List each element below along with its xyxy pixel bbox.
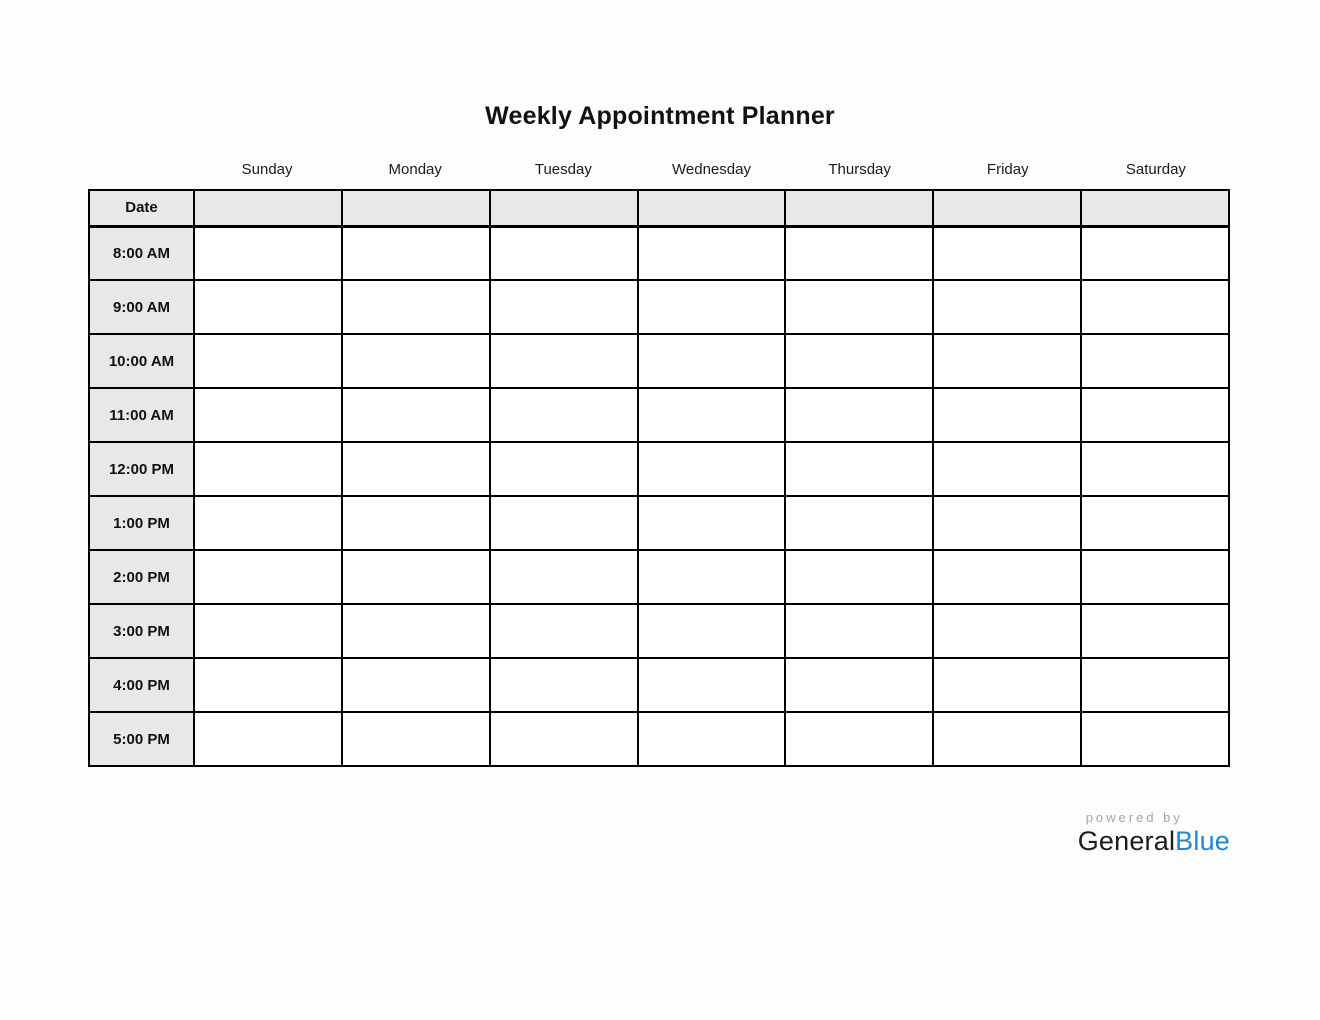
slot-cell-tuesday [490, 496, 638, 550]
slot-cell-wednesday [638, 712, 786, 766]
slot-cell-thursday [785, 712, 933, 766]
slot-cell-tuesday [490, 388, 638, 442]
footer-brand [1078, 810, 1230, 857]
slot-cell-saturday [1081, 280, 1229, 334]
slot-cell-monday [342, 658, 490, 712]
slot-cell-saturday [1081, 712, 1229, 766]
slot-cell-saturday [1081, 226, 1229, 280]
slot-cell-friday [933, 658, 1081, 712]
slot-cell-saturday [1081, 658, 1229, 712]
date-cell-tuesday [490, 190, 638, 226]
day-header-friday: Friday [986, 161, 1029, 178]
slot-cell-monday [342, 712, 490, 766]
time-label: 11:00 AM [89, 388, 194, 442]
day-header-sunday: Sunday [241, 161, 293, 178]
day-headers-row [193, 161, 1230, 178]
slot-cell-sunday [194, 280, 342, 334]
slot-cell-monday [342, 334, 490, 388]
slot-cell-wednesday [638, 658, 786, 712]
slot-cell-thursday [785, 388, 933, 442]
slot-cell-thursday [785, 442, 933, 496]
slot-cell-saturday [1081, 496, 1229, 550]
date-cell-saturday [1081, 190, 1229, 226]
slot-cell-monday [342, 550, 490, 604]
date-cell-monday [342, 190, 490, 226]
slot-cell-sunday [194, 496, 342, 550]
slot-cell-wednesday [638, 280, 786, 334]
time-row [89, 226, 1229, 280]
slot-cell-saturday [1081, 550, 1229, 604]
slot-cell-friday [933, 334, 1081, 388]
slot-cell-sunday [194, 658, 342, 712]
slot-cell-saturday [1081, 334, 1229, 388]
time-row [89, 604, 1229, 658]
slot-cell-tuesday [490, 712, 638, 766]
slot-cell-thursday [785, 334, 933, 388]
slot-cell-tuesday [490, 442, 638, 496]
slot-cell-friday [933, 226, 1081, 280]
time-row [89, 550, 1229, 604]
time-label: 4:00 PM [89, 658, 194, 712]
time-row [89, 280, 1229, 334]
slot-cell-tuesday [490, 226, 638, 280]
time-row [89, 712, 1229, 766]
time-label: 3:00 PM [89, 604, 194, 658]
slot-cell-wednesday [638, 226, 786, 280]
date-cell-thursday [785, 190, 933, 226]
time-label: 5:00 PM [89, 712, 194, 766]
slot-cell-monday [342, 496, 490, 550]
time-row [89, 388, 1229, 442]
slot-cell-wednesday [638, 442, 786, 496]
brand-logo [1078, 825, 1230, 857]
planner [88, 161, 1230, 767]
slot-cell-thursday [785, 496, 933, 550]
time-row [89, 334, 1229, 388]
date-cell-friday [933, 190, 1081, 226]
slot-cell-sunday [194, 550, 342, 604]
slot-cell-sunday [194, 442, 342, 496]
slot-cell-monday [342, 388, 490, 442]
day-header-saturday: Saturday [1125, 161, 1186, 178]
slot-cell-monday [342, 280, 490, 334]
time-label: 9:00 AM [89, 280, 194, 334]
slot-cell-saturday [1081, 388, 1229, 442]
slot-cell-thursday [785, 226, 933, 280]
day-header-tuesday: Tuesday [534, 161, 592, 178]
slot-cell-wednesday [638, 334, 786, 388]
slot-cell-monday [342, 226, 490, 280]
slot-cell-monday [342, 604, 490, 658]
slot-cell-thursday [785, 550, 933, 604]
slot-cell-tuesday [490, 658, 638, 712]
slot-cell-wednesday [638, 496, 786, 550]
slot-cell-thursday [785, 658, 933, 712]
time-label: 12:00 PM [89, 442, 194, 496]
slot-cell-friday [933, 388, 1081, 442]
slot-cell-tuesday [490, 550, 638, 604]
slot-cell-friday [933, 550, 1081, 604]
day-header-wednesday: Wednesday [672, 161, 751, 178]
date-cell-wednesday [638, 190, 786, 226]
slot-cell-wednesday [638, 388, 786, 442]
time-label: 10:00 AM [89, 334, 194, 388]
slot-cell-sunday [194, 334, 342, 388]
slot-cell-wednesday [638, 550, 786, 604]
planner-table [88, 189, 1230, 767]
brand-blue: Blue [1175, 826, 1230, 856]
time-row [89, 442, 1229, 496]
slot-cell-saturday [1081, 442, 1229, 496]
slot-cell-tuesday [490, 280, 638, 334]
date-row [89, 190, 1229, 226]
slot-cell-thursday [785, 280, 933, 334]
slot-cell-sunday [194, 604, 342, 658]
slot-cell-thursday [785, 604, 933, 658]
time-row [89, 496, 1229, 550]
day-header-thursday: Thursday [828, 161, 891, 178]
slot-cell-wednesday [638, 604, 786, 658]
slot-cell-friday [933, 442, 1081, 496]
slot-cell-sunday [194, 388, 342, 442]
powered-by-label: powered by [1085, 810, 1183, 825]
time-label: 2:00 PM [89, 550, 194, 604]
time-row [89, 658, 1229, 712]
slot-cell-sunday [194, 712, 342, 766]
time-label: 8:00 AM [89, 226, 194, 280]
slot-cell-friday [933, 280, 1081, 334]
time-label: 1:00 PM [89, 496, 194, 550]
day-header-monday: Monday [388, 161, 442, 178]
date-cell-sunday [194, 190, 342, 226]
slot-cell-monday [342, 442, 490, 496]
slot-cell-friday [933, 712, 1081, 766]
slot-cell-friday [933, 604, 1081, 658]
date-row-label: Date [89, 190, 194, 226]
slot-cell-friday [933, 496, 1081, 550]
slot-cell-sunday [194, 226, 342, 280]
slot-cell-tuesday [490, 604, 638, 658]
slot-cell-tuesday [490, 334, 638, 388]
brand-general: General [1077, 826, 1176, 856]
page-title: Weekly Appointment Planner [485, 102, 835, 130]
slot-cell-saturday [1081, 604, 1229, 658]
